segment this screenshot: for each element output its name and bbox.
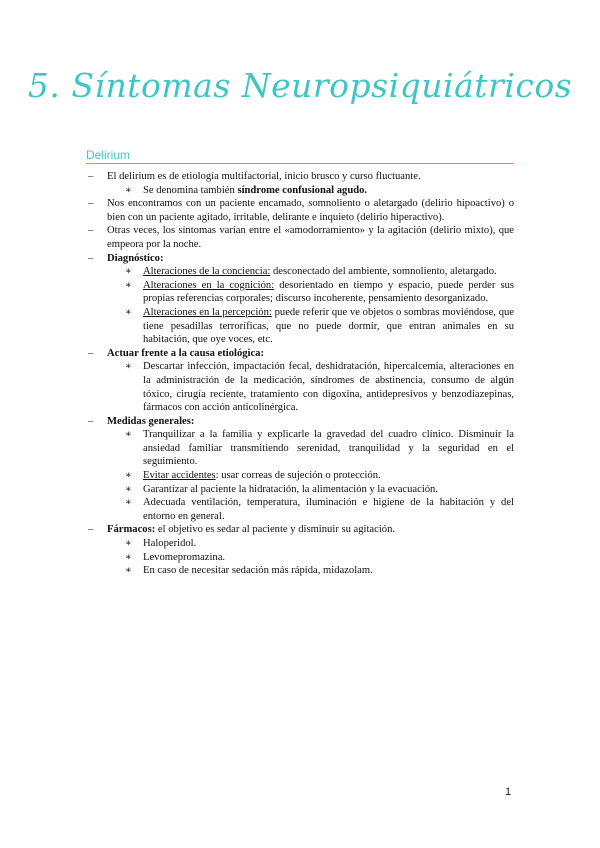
item-text: El delirium es de etiología multifactorial, inicio brusco y curso fluctuante. <box>107 171 421 182</box>
page-title: 5. Síntomas Neuropsiquiátricos <box>27 66 573 105</box>
item-text: desorientado en tiempo y espacio, puede perder sus propias referencias corporales; discurso incoherente, pensamiento desorganizado. <box>143 279 514 305</box>
item-text: Levomepromazina. <box>143 551 226 563</box>
dash-bullet: – <box>88 198 94 210</box>
dash-bullet: – <box>88 524 94 536</box>
star-bullet: ∗ <box>125 279 132 291</box>
sub-list-item <box>86 564 514 578</box>
item-heading: Medidas generales: <box>107 415 195 427</box>
star-bullet: ∗ <box>125 306 132 318</box>
sub-list-item <box>86 496 514 523</box>
dash-bullet: – <box>88 347 94 359</box>
item-text: Se denomina también <box>143 184 238 196</box>
list-item-actuar <box>86 347 514 361</box>
item-text: : usar correas de sujeción o protección. <box>215 470 381 482</box>
dash-bullet: – <box>88 171 94 182</box>
sub-list-item <box>86 265 514 279</box>
item-text: Descartar infección, impactación fecal, deshidratación, hipercalcemia, alteraciones en la administración de la medicación, síndromes de abstinencia, consumo de algún tóxico, cirugía reciente, tratamiento con digoxina, antidepresivos y benzodiazepinas, fármacos con acción anticolinérgica. <box>143 361 514 414</box>
star-bullet: ∗ <box>125 361 132 373</box>
sub-list-item <box>86 469 514 483</box>
item-text: Tranquilizar a la familia y explicarle la gravedad del cuadro clínico. Disminuir la ansiedad familiar transmitiendo serenidad, tranquilidad y la seguridad en el seguimiento. <box>143 429 514 468</box>
star-bullet: ∗ <box>125 470 132 482</box>
star-bullet: ∗ <box>125 429 132 441</box>
sub-list-item <box>86 537 514 551</box>
item-text: Otras veces, los síntomas varían entre el «amodorramiento» y la agitación (delirio mixto), que empeora por la noche. <box>107 225 514 250</box>
page-number: 1 <box>505 786 512 798</box>
item-text: Adecuada ventilación, temperatura, iluminación e higiene de la habitación y del entorno en general. <box>143 497 514 522</box>
list-item-medidas <box>86 415 514 429</box>
dash-bullet: – <box>88 225 94 237</box>
star-bullet: ∗ <box>125 565 132 577</box>
list-item <box>86 224 514 251</box>
dash-bullet: – <box>88 415 94 427</box>
item-text: En caso de necesitar sedación más rápida, midazolam. <box>143 565 373 577</box>
list-item <box>86 197 514 224</box>
item-underlined-text: Alteraciones en la percepción: <box>143 306 272 318</box>
item-bold-text: síndrome confusional agudo. <box>237 184 368 196</box>
item-text: desconectado del ambiente, somnoliento, aletargado. <box>270 266 497 278</box>
item-text: el objetivo es sedar al paciente y disminuir su agitación. <box>155 524 396 536</box>
item-text: puede referir que ve objetos o sombras moviéndose, que tiene pesadillas terroríficas, que no puede dormir, que entran animales en su habitación, que oye voces, etc. <box>143 306 514 346</box>
star-bullet: ∗ <box>125 551 132 563</box>
item-underlined-text: Alteraciones en la cognición: <box>143 279 275 291</box>
document-body <box>86 170 514 578</box>
list-item-farmacos <box>86 523 514 537</box>
dash-bullet: – <box>88 252 94 264</box>
list-item-diagnostico <box>86 252 514 266</box>
star-bullet: ∗ <box>125 497 132 509</box>
sub-list-item <box>86 306 514 347</box>
sub-list-item <box>86 551 514 565</box>
star-bullet: ∗ <box>125 266 132 278</box>
sub-list-item <box>86 184 514 198</box>
item-heading: Fármacos: <box>107 524 156 536</box>
star-bullet: ∗ <box>125 184 132 196</box>
section-heading: Delirium <box>86 148 514 164</box>
item-text: Nos encontramos con un paciente encamado, somnoliento o aletargado (delirio hipoactivo) o bien con un paciente agitado, irritable, delirante e inquieto (delirio hiperactivo). <box>107 198 514 223</box>
sub-list-item <box>86 428 514 469</box>
star-bullet: ∗ <box>125 538 132 550</box>
item-text: Garantizar al paciente la hidratación, la alimentación y la evacuación. <box>143 483 439 495</box>
star-bullet: ∗ <box>125 483 132 495</box>
item-text: Haloperidol. <box>143 538 197 550</box>
item-underlined-text: Alteraciones de la conciencia: <box>143 266 271 278</box>
list-item <box>86 170 514 184</box>
item-underlined-text: Evitar accidentes <box>143 470 216 482</box>
sub-list-item <box>86 279 514 306</box>
sub-list-item <box>86 360 514 414</box>
item-heading: Actuar frente a la causa etiológica: <box>107 347 265 359</box>
sub-list-item <box>86 483 514 497</box>
item-heading: Diagnóstico: <box>107 252 164 264</box>
